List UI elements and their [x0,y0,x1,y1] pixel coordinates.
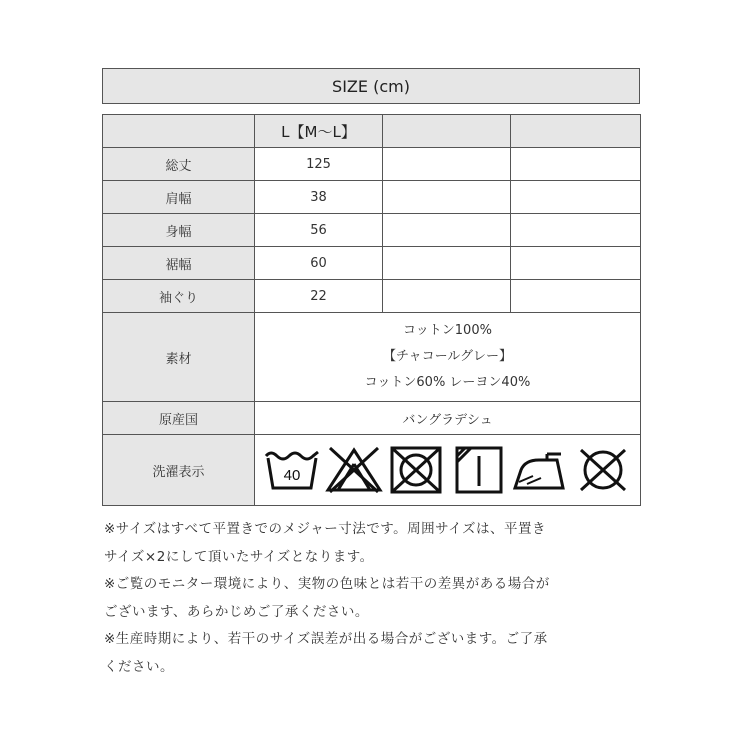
origin-row [103,402,641,435]
no-dry-clean-icon [573,444,633,496]
row-value: 60 [255,247,383,280]
table-row [103,148,641,181]
table-row [103,214,641,247]
row-value: 22 [255,280,383,313]
note-line: ございます、あらかじめご了承ください。 [104,603,369,620]
size-notes [104,516,644,681]
size-table [102,114,641,506]
table-row [103,280,641,313]
row-label: 袖ぐり [103,280,255,313]
header-col2 [383,115,511,148]
material-line: 【チャコールグレー】 [382,349,513,364]
row-label: 肩幅 [103,181,255,214]
material-value [255,313,641,402]
row-label: 総丈 [103,148,255,181]
iron-low-icon [511,444,571,496]
care-icons [255,435,641,506]
size-title: SIZE (cm) [102,68,640,104]
care-row [103,435,641,506]
care-label: 洗濯表示 [103,435,255,506]
header-size-l: L【M～L】 [255,115,383,148]
note-line: ※サイズはすべて平置きでのメジャー寸法です。周囲サイズは、平置き [104,521,547,537]
note-line: ※生産時期により、若干のサイズ誤差が出る場合がございます。ご了承 [104,631,548,647]
header-corner [103,115,255,148]
row-value: 125 [255,148,383,181]
row-label: 身幅 [103,214,255,247]
no-tumble-dry-icon [386,444,446,496]
note-line: ください。 [104,658,174,675]
row-value: 56 [255,214,383,247]
material-line: コットン60% レーヨン40% [364,375,531,390]
wash-temp: 40 [283,467,301,484]
wash-40-icon [262,444,322,496]
table-header-row [103,115,641,148]
origin-label: 原産国 [103,402,255,435]
material-row [103,313,641,402]
note-line: ※ご覧のモニター環境により、実物の色味とは若干の差異がある場合が [104,576,550,592]
table-row [103,247,641,280]
no-bleach-icon [324,444,384,496]
note-line: サイズ×2にして頂いたサイズとなります。 [104,548,374,565]
material-line: コットン100% [403,323,492,338]
line-dry-shade-icon [449,444,509,496]
origin-value: バングラデシュ [255,402,641,435]
table-row [103,181,641,214]
row-label: 裾幅 [103,247,255,280]
header-col3 [511,115,641,148]
material-label: 素材 [103,313,255,402]
row-value: 38 [255,181,383,214]
